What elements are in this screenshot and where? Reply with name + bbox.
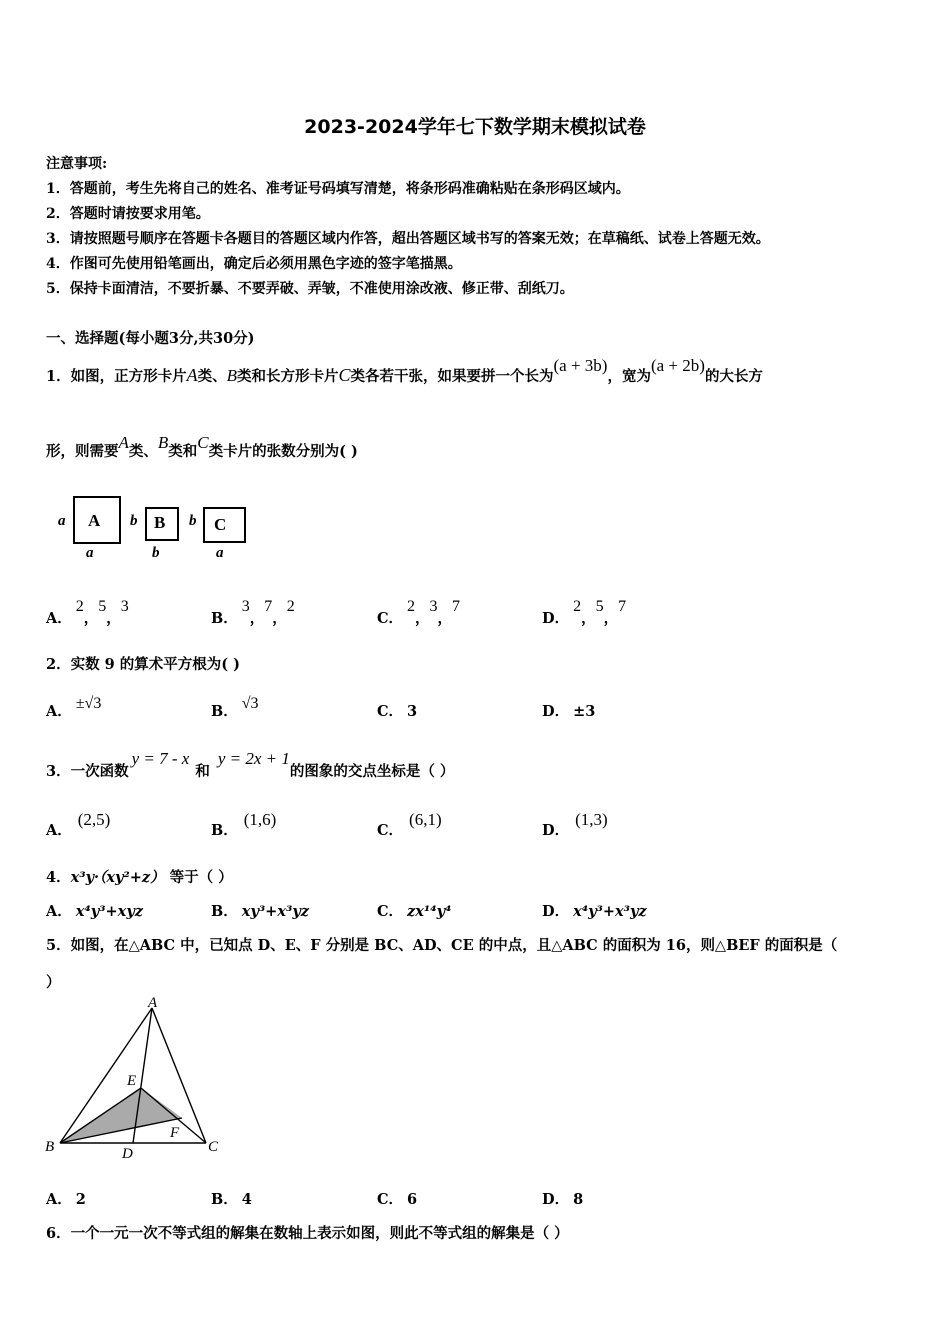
q5-option-a[interactable]: A． 2 <box>46 1191 86 1208</box>
question-4: 4．x³y·（xy²+z） 等于（ ） <box>46 869 233 886</box>
side-b-label: b <box>152 545 160 561</box>
note-item: 5．保持卡面清洁，不要折暴、不要弄破、弄皱，不准使用涂改液、修正带、刮纸刀。 <box>46 281 574 297</box>
section-heading: 一、选择题(每小题3分,共30分) <box>46 330 255 347</box>
side-b-label: b <box>189 513 197 529</box>
side-a-label: a <box>58 513 66 529</box>
point-e-label: E <box>127 1073 137 1089</box>
q5-option-d[interactable]: D． 8 <box>542 1191 584 1208</box>
q4-option-b[interactable]: B． xy³+x³yz <box>211 903 309 920</box>
note-item: 2．答题时请按要求用笔。 <box>46 206 210 222</box>
q5-option-b[interactable]: B． 4 <box>211 1191 252 1208</box>
q4-option-d[interactable]: D． x⁴y³+x³yz <box>542 903 647 920</box>
card-c-label: C <box>214 515 227 534</box>
question-2: 2．实数 9 的算术平方根为( ) <box>46 656 241 673</box>
page-title: 2023-2024学年七下数学期末模拟试卷 <box>304 116 646 138</box>
note-item: 1．答题前，考生先将自己的姓名、准考证号码填写清楚，将条形码准确粘贴在条形码区域内。 <box>46 181 630 197</box>
q1-option-b[interactable]: B．3，7，2 <box>211 598 295 627</box>
vertex-b-label: B <box>45 1139 55 1155</box>
question-6: 6．一个一元一次不等式组的解集在数轴上表示如图，则此不等式组的解集是（ ） <box>46 1225 569 1242</box>
question-5-cont: ） <box>46 974 61 991</box>
side-b-label: b <box>130 513 138 529</box>
q2-option-d[interactable]: D． ±3 <box>542 703 596 720</box>
q2-option-b[interactable]: B． √3 <box>211 695 259 720</box>
question-5: 5．如图，在△ABC 中，已知点 D、E、F 分别是 BC、AD、CE 的中点，且△ABC 的面积为 16，则△BEF 的面积是（ <box>46 937 838 954</box>
side-a-label: a <box>216 545 224 561</box>
q2-option-a[interactable]: A． ±√3 <box>46 695 102 720</box>
triangle-figure <box>40 995 230 1165</box>
vertex-a-label: A <box>148 995 158 1011</box>
q4-option-c[interactable]: C． zx¹⁴y⁴ <box>377 903 452 920</box>
point-d-label: D <box>122 1146 133 1162</box>
question-1-line-1: 1．如图，正方形卡片A类、B类和长方形卡片C类各若干张，如果要拼一个长为(a + 3b)，宽为(a + 2b)的大长方 <box>46 356 763 385</box>
q1-option-c[interactable]: C．2，3，7 <box>377 598 461 627</box>
q2-option-c[interactable]: C． 3 <box>377 703 418 720</box>
question-3: 3．一次函数y = 7 - x和y = 2x + 1的图象的交点坐标是（ ） <box>46 749 455 780</box>
card-a-label: A <box>88 511 101 530</box>
question-1-line-2: 形，则需要A类、B类和C类卡片的张数分别为( ) <box>46 433 358 460</box>
card-b-label: B <box>154 513 166 532</box>
note-item: 4．作图可先使用铅笔画出，确定后必须用黑色字迹的签字笔描黑。 <box>46 256 462 272</box>
q3-option-a[interactable]: A．(2,5) <box>46 810 111 839</box>
q1-option-a[interactable]: A．2，5，3 <box>46 598 129 627</box>
point-f-label: F <box>170 1125 180 1141</box>
side-a-label: a <box>86 545 94 561</box>
q3-option-c[interactable]: C．(6,1) <box>377 810 442 839</box>
notes-heading: 注意事项: <box>46 156 108 172</box>
q4-option-a[interactable]: A． x⁴y³+xyz <box>46 903 143 920</box>
q3-option-d[interactable]: D．(1,3) <box>542 810 608 839</box>
q3-option-b[interactable]: B．(1,6) <box>211 810 277 839</box>
q5-option-c[interactable]: C． 6 <box>377 1191 418 1208</box>
note-item: 3．请按照题号顺序在答题卡各题目的答题区域内作答，超出答题区域书写的答案无效；在草稿纸、试卷上答题无效。 <box>46 231 770 247</box>
vertex-c-label: C <box>208 1139 219 1155</box>
q1-option-d[interactable]: D．2，5，7 <box>542 598 627 627</box>
